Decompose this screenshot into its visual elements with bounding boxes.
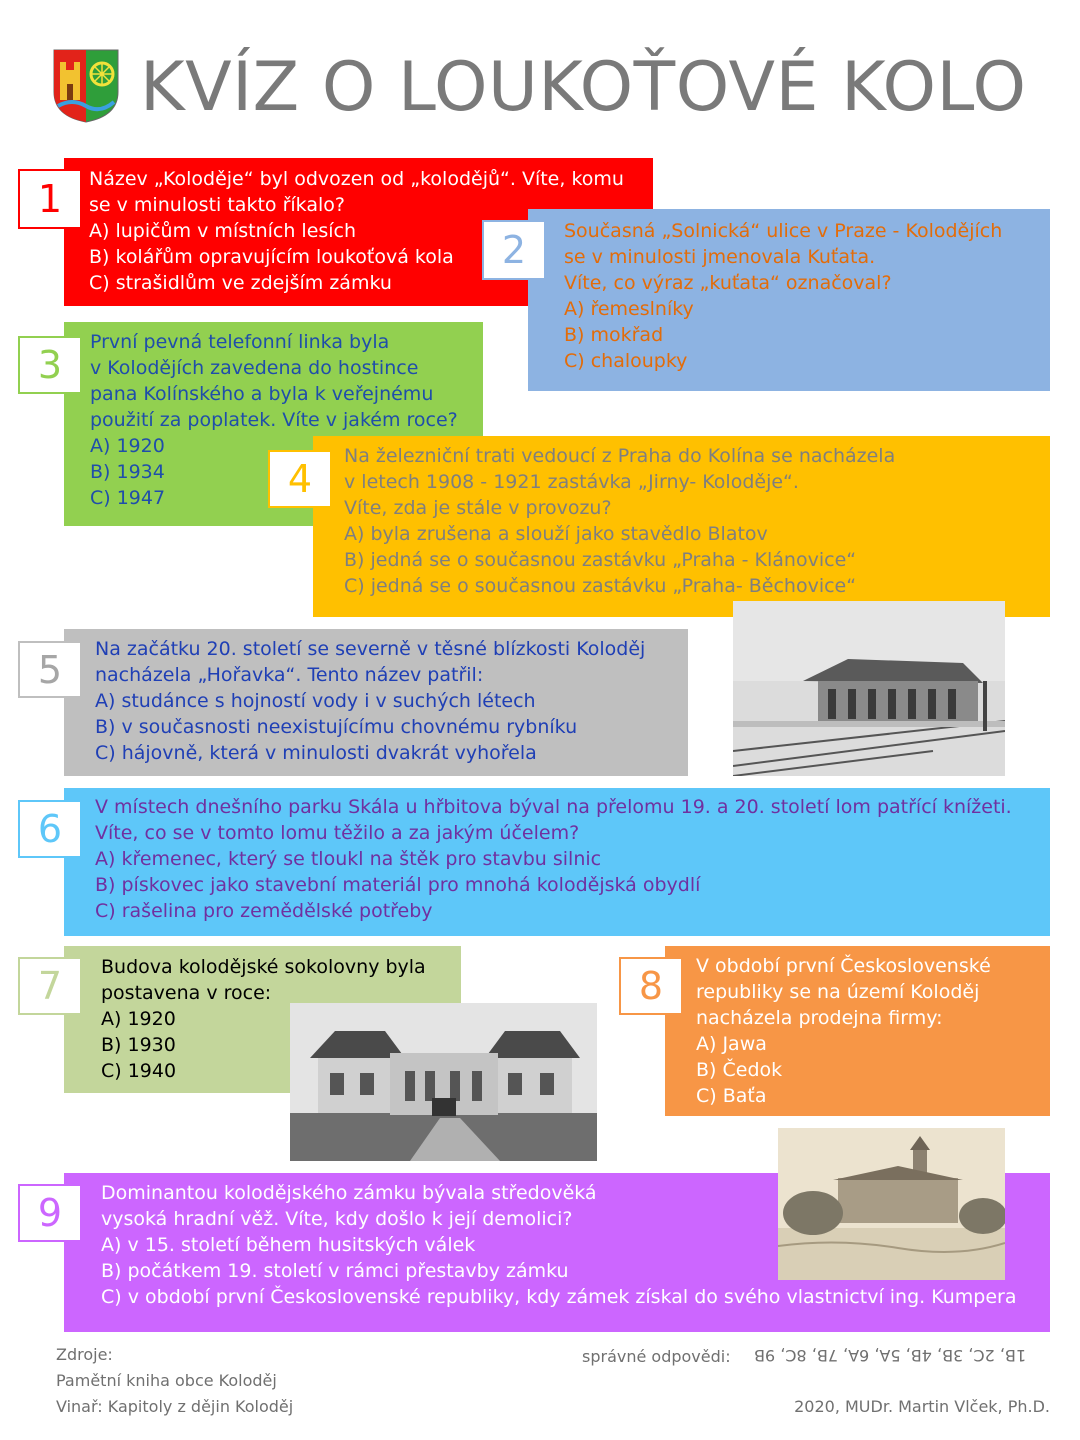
sokolovna-building-photo [290, 1003, 597, 1161]
question-5-number: 5 [18, 641, 82, 698]
question-6-number: 6 [18, 800, 82, 858]
question-2-line: Současná „Solnická“ ulice v Praze - Kolodějích [564, 220, 1003, 242]
question-8-number: 8 [619, 957, 683, 1015]
question-1-option-b: B) kolářům opravujícím loukoťová kola [89, 246, 454, 268]
question-6-line: V místech dnešního parku Skála u hřbitova býval na přelomu 19. a 20. století lom patřící knížeti. [95, 796, 1012, 818]
question-4-line: Na železniční trati vedoucí z Praha do Kolína se nacházela [344, 445, 896, 467]
question-2-line: Víte, co výraz „kuťata“ označoval? [564, 272, 892, 294]
question-8-option-b: B) Čedok [696, 1059, 783, 1081]
question-3-option-c: C) 1947 [90, 487, 166, 509]
question-3-line: pana Kolínského a byla k veřejnému [90, 383, 434, 405]
question-9-line: vysoká hradní věž. Víte, kdy došlo k její demolici? [101, 1208, 573, 1230]
question-7-option-b: B) 1930 [101, 1034, 176, 1056]
question-7-number: 7 [18, 957, 82, 1015]
question-4-option-c: C) jedná se o současnou zastávku „Praha- Běchovice“ [344, 575, 857, 597]
question-5-box [64, 629, 688, 776]
question-5-line: nacházela „Hořavka“. Tento název patřil: [95, 664, 484, 686]
source-item: Pamětní kniha obce Koloděj [56, 1371, 277, 1390]
question-8-line: V období první Československé [696, 955, 991, 977]
question-3-line: použití za poplatek. Víte v jakém roce? [90, 409, 458, 431]
question-7-line: Budova kolodějské sokolovny byla [101, 956, 426, 978]
question-1-option-a: A) lupičům v místních lesích [89, 220, 357, 242]
question-1-number: 1 [18, 169, 82, 229]
question-6-line: Víte, co se v tomto lomu těžilo a za jakým účelem? [95, 822, 580, 844]
question-2-option-b: B) mokřad [564, 324, 664, 346]
railway-station-photo [733, 601, 1005, 776]
question-4-number: 4 [268, 450, 332, 508]
question-6-option-b: B) pískovec jako stavební materiál pro mnohá kolodějská obydlí [95, 874, 701, 896]
question-7-line: postavena v roce: [101, 982, 272, 1004]
question-3-line: První pevná telefonní linka byla [90, 331, 390, 353]
question-8-option-c: C) Baťa [696, 1085, 767, 1107]
question-6-box [64, 788, 1050, 936]
answers-upside-down: 1B, 2C, 3B, 4B, 5A, 6A, 7B, 8C, 9B [754, 1346, 1027, 1365]
question-4-box [313, 436, 1050, 617]
question-5-option-a: A) studánce s hojností vody i v suchých létech [95, 690, 536, 712]
question-4-option-b: B) jedná se o současnou zastávku „Praha - Klánovice“ [344, 549, 857, 571]
question-4-line: v letech 1908 - 1921 zastávka „Jirny- Koloděje“. [344, 471, 799, 493]
question-1-line: se v minulosti takto říkalo? [89, 194, 345, 216]
question-4-line: Víte, zda je stále v provozu? [344, 497, 612, 519]
question-2-option-c: C) chaloupky [564, 350, 688, 372]
question-5-option-b: B) v současnosti neexistujícímu chovnému rybníku [95, 716, 578, 738]
question-8-box [665, 946, 1050, 1116]
question-6-option-a: A) křemenec, který se tloukl na štěk pro stavbu silnic [95, 848, 602, 870]
question-2-option-a: A) řemeslníky [564, 298, 694, 320]
question-6-option-c: C) rašelina pro zemědělské potřeby [95, 900, 433, 922]
question-8-line: republiky se na území Koloděj [696, 981, 980, 1003]
question-1-option-c: C) strašidlům ve zdejším zámku [89, 272, 392, 294]
question-7-option-a: A) 1920 [101, 1008, 176, 1030]
question-1-line: Název „Koloděje“ byl odvozen od „kolodějů“. Víte, komu [89, 168, 624, 190]
page-title: KVÍZ O LOUKOŤOVÉ KOLO [140, 48, 1027, 127]
question-9-option-a: A) v 15. století během husitských válek [101, 1234, 476, 1256]
question-8-option-a: A) Jawa [696, 1033, 767, 1055]
question-7-option-c: C) 1940 [101, 1060, 177, 1082]
answers-label: správné odpovědi: [582, 1347, 731, 1366]
question-9-option-c: C) v období první Československé republiky, kdy zámek získal do svého vlastnictví ing. Kumpera [101, 1286, 1017, 1308]
sources-label: Zdroje: [56, 1345, 113, 1364]
coat-of-arms-logo [52, 48, 120, 124]
source-item: Vinař: Kapitoly z dějin Koloděj [56, 1397, 294, 1416]
question-3-option-b: B) 1934 [90, 461, 165, 483]
question-3-line: v Kolodějích zavedena do hostince [90, 357, 419, 379]
question-5-line: Na začátku 20. století se severně v těsné blízkosti Koloděj [95, 638, 646, 660]
question-5-option-c: C) hájovně, která v minulosti dvakrát vyhořela [95, 742, 537, 764]
question-2-box [528, 209, 1050, 391]
question-2-line: se v minulosti jmenovala Kuťata. [564, 246, 876, 268]
question-9-option-b: B) počátkem 19. století v rámci přestavby zámku [101, 1260, 569, 1282]
question-3-number: 3 [18, 336, 82, 394]
question-4-option-a: A) byla zrušena a slouží jako stavědlo Blatov [344, 523, 768, 545]
question-3-option-a: A) 1920 [90, 435, 165, 457]
question-2-number: 2 [482, 220, 546, 280]
castle-engraving-photo [778, 1128, 1005, 1280]
question-9-number: 9 [18, 1184, 82, 1242]
question-8-line: nacházela prodejna firmy: [696, 1007, 943, 1029]
credit: 2020, MUDr. Martin Vlček, Ph.D. [794, 1397, 1050, 1416]
question-9-line: Dominantou kolodějského zámku bývala středověká [101, 1182, 597, 1204]
